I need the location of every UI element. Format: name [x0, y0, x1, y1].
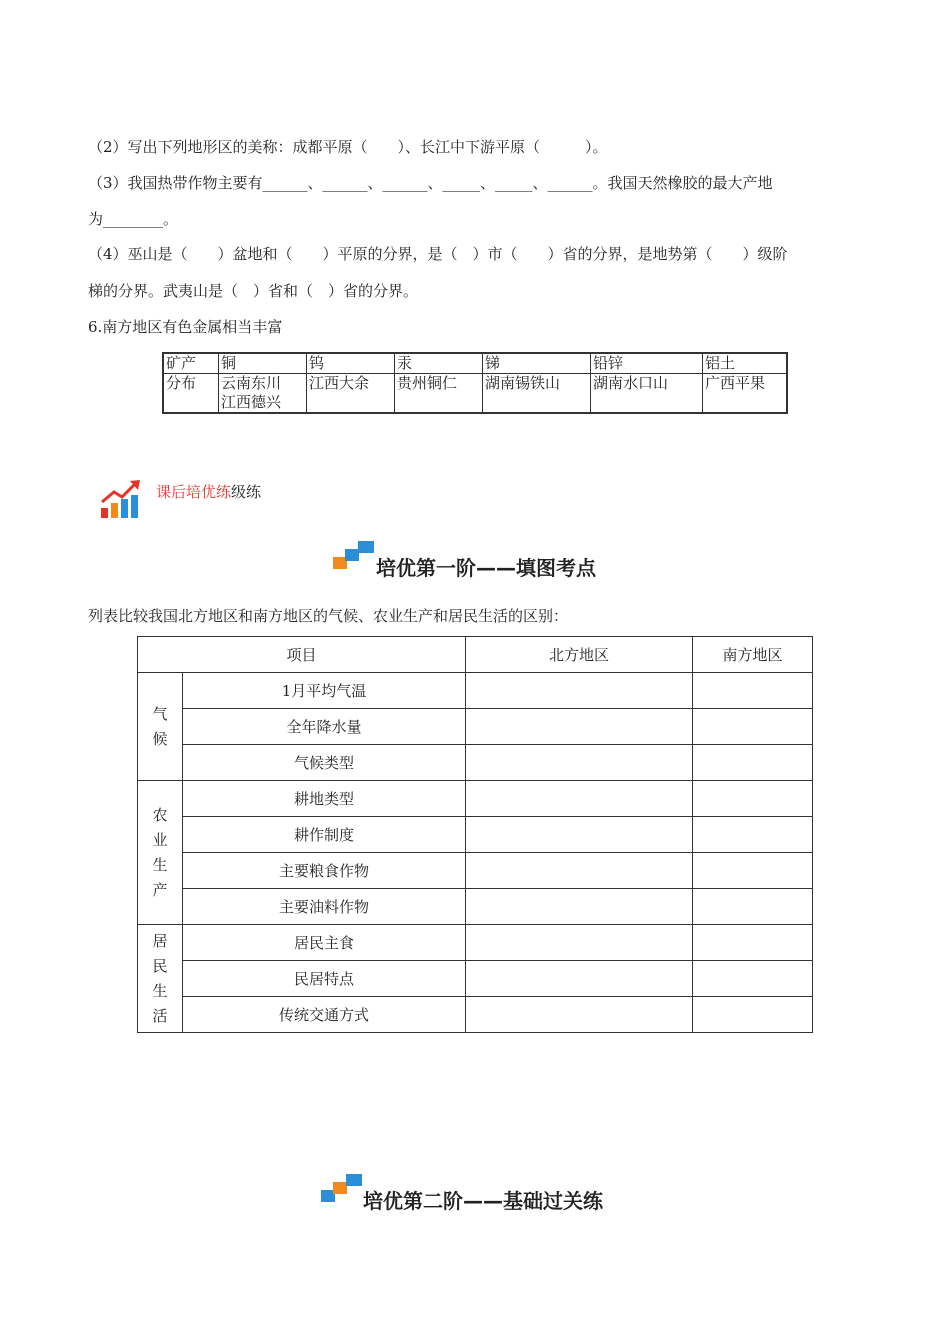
south-cell[interactable] — [693, 817, 813, 853]
south-cell[interactable] — [693, 745, 813, 781]
table-row — [163, 374, 787, 414]
compare-intro: 列表比较我国北方地区和南方地区的气候、农业生产和居民生活的区别： — [88, 607, 569, 625]
north-cell[interactable] — [466, 745, 693, 781]
after-class-red: 课后培优练 — [156, 483, 232, 501]
group-climate — [138, 673, 183, 781]
row-label: 全年降水量 — [183, 709, 466, 745]
header-item: 项目 — [138, 637, 466, 673]
table-header: 汞 — [395, 353, 483, 374]
stairs-icon — [321, 1174, 363, 1204]
south-cell[interactable] — [693, 853, 813, 889]
minerals-table — [162, 352, 788, 414]
table-row — [138, 781, 813, 817]
south-cell[interactable] — [693, 709, 813, 745]
table-header: 铝土 — [703, 353, 788, 374]
question-4-line1: （4）巫山是（ ）盆地和（ ）平原的分界，是（ ）市（ ）省的分界，是地势第（ ）级阶 — [88, 245, 788, 263]
south-cell[interactable] — [693, 997, 813, 1033]
table-cell: 湖南水口山 — [591, 374, 703, 414]
table-row — [138, 997, 813, 1033]
table-cell: 广西平果 — [703, 374, 788, 414]
north-cell[interactable] — [466, 709, 693, 745]
table-cell: 分布 — [163, 374, 219, 414]
north-cell[interactable] — [466, 853, 693, 889]
table-cell: 湖南锡铁山 — [483, 374, 591, 414]
table-cell: 贵州铜仁 — [395, 374, 483, 414]
question-3-line2: 为________。 — [88, 210, 179, 228]
table-header: 锑 — [483, 353, 591, 374]
question-4-line2: 梯的分界。武夷山是（ ）省和（ ）省的分界。 — [88, 282, 419, 300]
table-row — [138, 853, 813, 889]
table-row — [138, 673, 813, 709]
stage1-title: 培优第一阶——填图考点 — [376, 556, 596, 580]
north-cell[interactable] — [466, 889, 693, 925]
comparison-table — [137, 636, 813, 1033]
table-row — [163, 353, 787, 374]
row-label: 气候类型 — [183, 745, 466, 781]
group-living — [138, 925, 183, 1033]
row-label: 耕地类型 — [183, 781, 466, 817]
row-label: 传统交通方式 — [183, 997, 466, 1033]
stairs-icon — [333, 541, 375, 571]
question-3-line1: （3）我国热带作物主要有______、______、______、_____、_____、______。我国天然橡胶的最大产地 — [88, 174, 773, 192]
table-row — [138, 925, 813, 961]
row-label: 居民主食 — [183, 925, 466, 961]
table-row — [138, 961, 813, 997]
south-cell[interactable] — [693, 961, 813, 997]
table-cell — [219, 374, 307, 414]
table-row — [138, 817, 813, 853]
table-header: 铅锌 — [591, 353, 703, 374]
table-cell: 江西大余 — [307, 374, 395, 414]
row-label: 主要油料作物 — [183, 889, 466, 925]
row-label: 1月平均气温 — [183, 673, 466, 709]
south-cell[interactable] — [693, 673, 813, 709]
group-label: 农业生产 — [152, 805, 168, 899]
table-header: 钨 — [307, 353, 395, 374]
table-row — [138, 637, 813, 673]
north-cell[interactable] — [466, 925, 693, 961]
after-class-label — [156, 481, 261, 502]
question-2: （2）写出下列地形区的美称：成都平原（ ）、长江中下游平原（ ）。 — [88, 138, 608, 156]
stage2-title: 培优第二阶——基础过关练 — [363, 1189, 603, 1213]
row-label: 主要粮食作物 — [183, 853, 466, 889]
copper-location-1: 云南东川 — [221, 374, 282, 392]
header-south: 南方地区 — [693, 637, 813, 673]
header-north: 北方地区 — [466, 637, 693, 673]
table-row — [138, 745, 813, 781]
table-row — [138, 889, 813, 925]
copper-location-2: 江西德兴 — [221, 393, 282, 411]
row-label: 耕作制度 — [183, 817, 466, 853]
table-header: 铜 — [219, 353, 307, 374]
table-row — [138, 709, 813, 745]
group-label: 居民生活 — [152, 931, 168, 1025]
north-cell[interactable] — [466, 781, 693, 817]
group-label: 气候 — [152, 704, 168, 748]
north-cell[interactable] — [466, 673, 693, 709]
north-cell[interactable] — [466, 961, 693, 997]
question-6: 6.南方地区有色金属相当丰富 — [88, 318, 283, 336]
south-cell[interactable] — [693, 889, 813, 925]
north-cell[interactable] — [466, 817, 693, 853]
growth-chart-icon — [100, 478, 144, 522]
table-header: 矿产 — [163, 353, 219, 374]
south-cell[interactable] — [693, 781, 813, 817]
north-cell[interactable] — [466, 997, 693, 1033]
south-cell[interactable] — [693, 925, 813, 961]
row-label: 民居特点 — [183, 961, 466, 997]
after-class-black: 级练 — [231, 483, 262, 501]
group-agriculture — [138, 781, 183, 925]
